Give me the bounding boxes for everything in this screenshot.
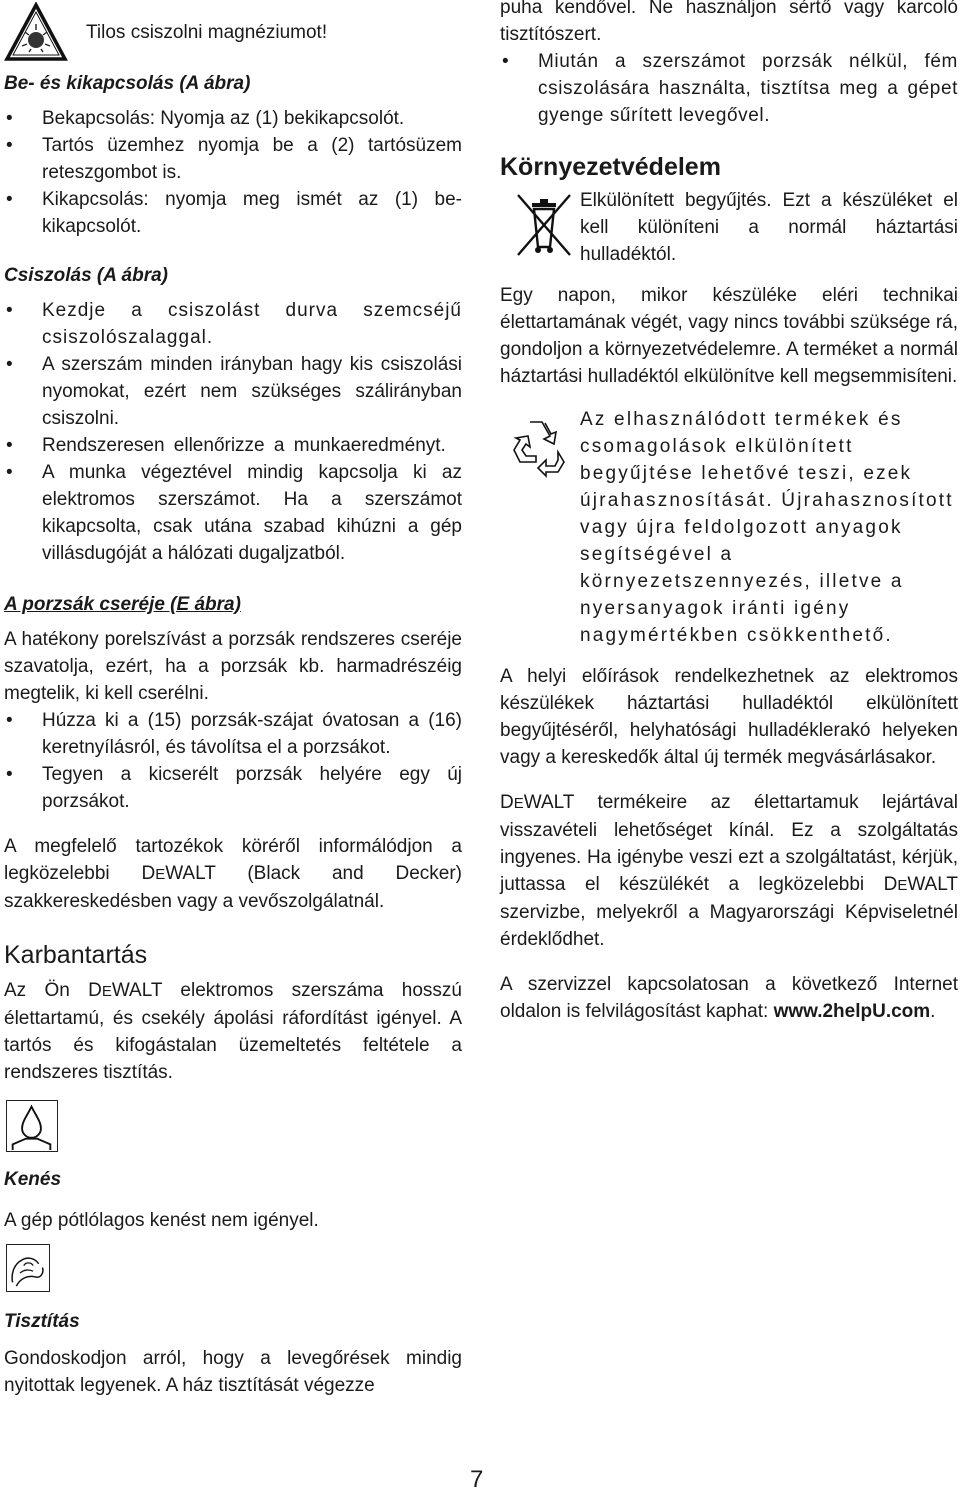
warning-row [4, 0, 462, 64]
onoff-list [4, 105, 462, 240]
recycle-icon [508, 414, 572, 478]
maintenance-text: Az Ön DEWALT elektromos szerszáma hosszú élettartamú, és csekély ápolási ráfordítást igényel. A tartós és kifogástalan üzemeltetés feltétele a rendszeres tisztítás. [4, 980, 462, 1083]
lubrication-title: Kenés [4, 1169, 62, 1190]
list-item: • A szerszám minden irányban hagy kis csiszolási nyomokat, ezért nem szükséges szálirányban csiszolni. [4, 351, 462, 432]
env-paragraph-4: A szervizzel kapcsolatosan a következő Internet oldalon is felvilágosítást kaphat: www.2helpU.com. [500, 974, 958, 1022]
sanding-list [4, 297, 462, 567]
separate-collection-row [500, 187, 958, 268]
env-paragraph-3: DEWALT termékeire az élettartamuk lejártával visszavételi lehetőséget kínál. Ez a szolgáltatás ingyenes. Ha igénybe veszi ezt a szolgáltatást, kérjük, juttassa el készülékét a legközelebbi DEWALT szervizbe, melyekről a Magyarországi Képviseletnél érdeklődhet. [500, 792, 958, 950]
dustbag-list [4, 707, 462, 815]
separate-collection-text: Elkülönített begyűjtés. Ezt a készüléket el kell különíteni a normál háztartási hulladéktól. [580, 190, 958, 265]
lubrication-text: A gép pótlólagos kenést nem igényel. [4, 1210, 319, 1231]
dustbag-title: A porzsák cseréje (E ábra) [4, 594, 241, 615]
lubrication-drop-icon [6, 1100, 58, 1152]
list-item: • Miután a szerszámot porzsák nélkül, fém csiszolására használta, tisztítsa meg a gépet gyenge sűrített levegővel. [500, 48, 958, 129]
recycle-row [500, 406, 958, 649]
warning-triangle-icon [4, 2, 68, 62]
list-item: • Kikapcsolás: nyomja meg ismét az (1) be-kikapcsolót. [4, 186, 462, 240]
sanding-title: Csiszolás (A ábra) [4, 265, 169, 286]
onoff-title: Be- és kikapcsolás (A ábra) [4, 73, 251, 94]
list-item: • Tegyen a kicserélt porzsák helyére egy új porzsákot. [4, 761, 462, 815]
list-item: • Bekapcsolás: Nyomja az (1) bekikapcsolót. [4, 105, 462, 132]
cleaning-title: Tisztítás [4, 1311, 80, 1332]
right-column [500, 0, 958, 1025]
dustbag-intro: A hatékony porelszívást a porzsák rendszeres cseréje szavatolja, ezért, ha a porzsák kb. harmadrészéig megtelik, ki kell cserélni. [4, 629, 462, 704]
warning-text: Tilos csiszolni magnéziumot! [86, 21, 328, 43]
crossed-bin-icon [512, 189, 576, 261]
list-item: • Rendszeresen ellenőrizze a munkaeredményt. [4, 432, 462, 459]
cleaning-hands-icon [6, 1244, 50, 1292]
accessories-text: A megfelelő tartozékok köréről informálódjon a legközelebbi DEWALT (Black and Decker) szakkereskedésben vagy a vevőszolgálatnál. [4, 836, 462, 912]
cleaning-list [500, 48, 958, 129]
list-item: • Tartós üzemhez nyomja be a (2) tartósüzem reteszgombot is. [4, 132, 462, 186]
env-paragraph-2: A helyi előírások rendelkezhetnek az elektromos készülékek háztartási hulladéktól elkülönített begyűjtéséről, helyhatósági hulladéklerakó helyeken vagy a kereskedők által új termék megvásárlásakor. [500, 666, 958, 768]
cleaning-text: Gondoskodjon arról, hogy a levegőrések mindig nyitottak legyenek. A ház tisztítását végezze [4, 1348, 462, 1396]
environment-title: Környezetvédelem [500, 153, 721, 181]
list-item: • Húzza ki a (15) porzsák-szájat óvatosan a (16) keretnyílásról, és távolítsa el a porzsákot. [4, 707, 462, 761]
recycle-text: Az elhasználódott termékek és csomagolások elkülönített begyűjtése lehetővé teszi, ezek újrahasznosítását. Újrahasznosított vagy újra feldolgozott anyagok segítségével a környezetszennyezés, illetve a nyersanyagok iránti igény nagymértékben csökkenthető. [580, 409, 954, 646]
cleaning-continued: puha kendővel. Ne használjon sértő vagy karcoló tisztítószert. [500, 0, 958, 45]
env-paragraph-1: Egy napon, mikor készüléke eléri technikai élettartamának végét, vagy nincs további szüksége rá, gondoljon a környezetvédelemre. A terméket a normál háztartási hulladéktól elkülönítve kell megsemmisíteni. [500, 285, 958, 387]
list-item: • A munka végeztével mindig kapcsolja ki az elektromos szerszámot. Ha a szerszámot kikapcsolta, csak utána szabad kihúzni a gép villásdugóját a hálózati dugaljzatból. [4, 459, 462, 567]
left-column [4, 0, 462, 1399]
list-item: • Kezdje a csiszolást durva szemcséjű csiszolószalaggal. [4, 297, 462, 351]
service-link[interactable]: www.2helpU.com [773, 1001, 931, 1022]
maintenance-title: Karbantartás [4, 941, 148, 969]
page-number: 7 [470, 1466, 484, 1493]
